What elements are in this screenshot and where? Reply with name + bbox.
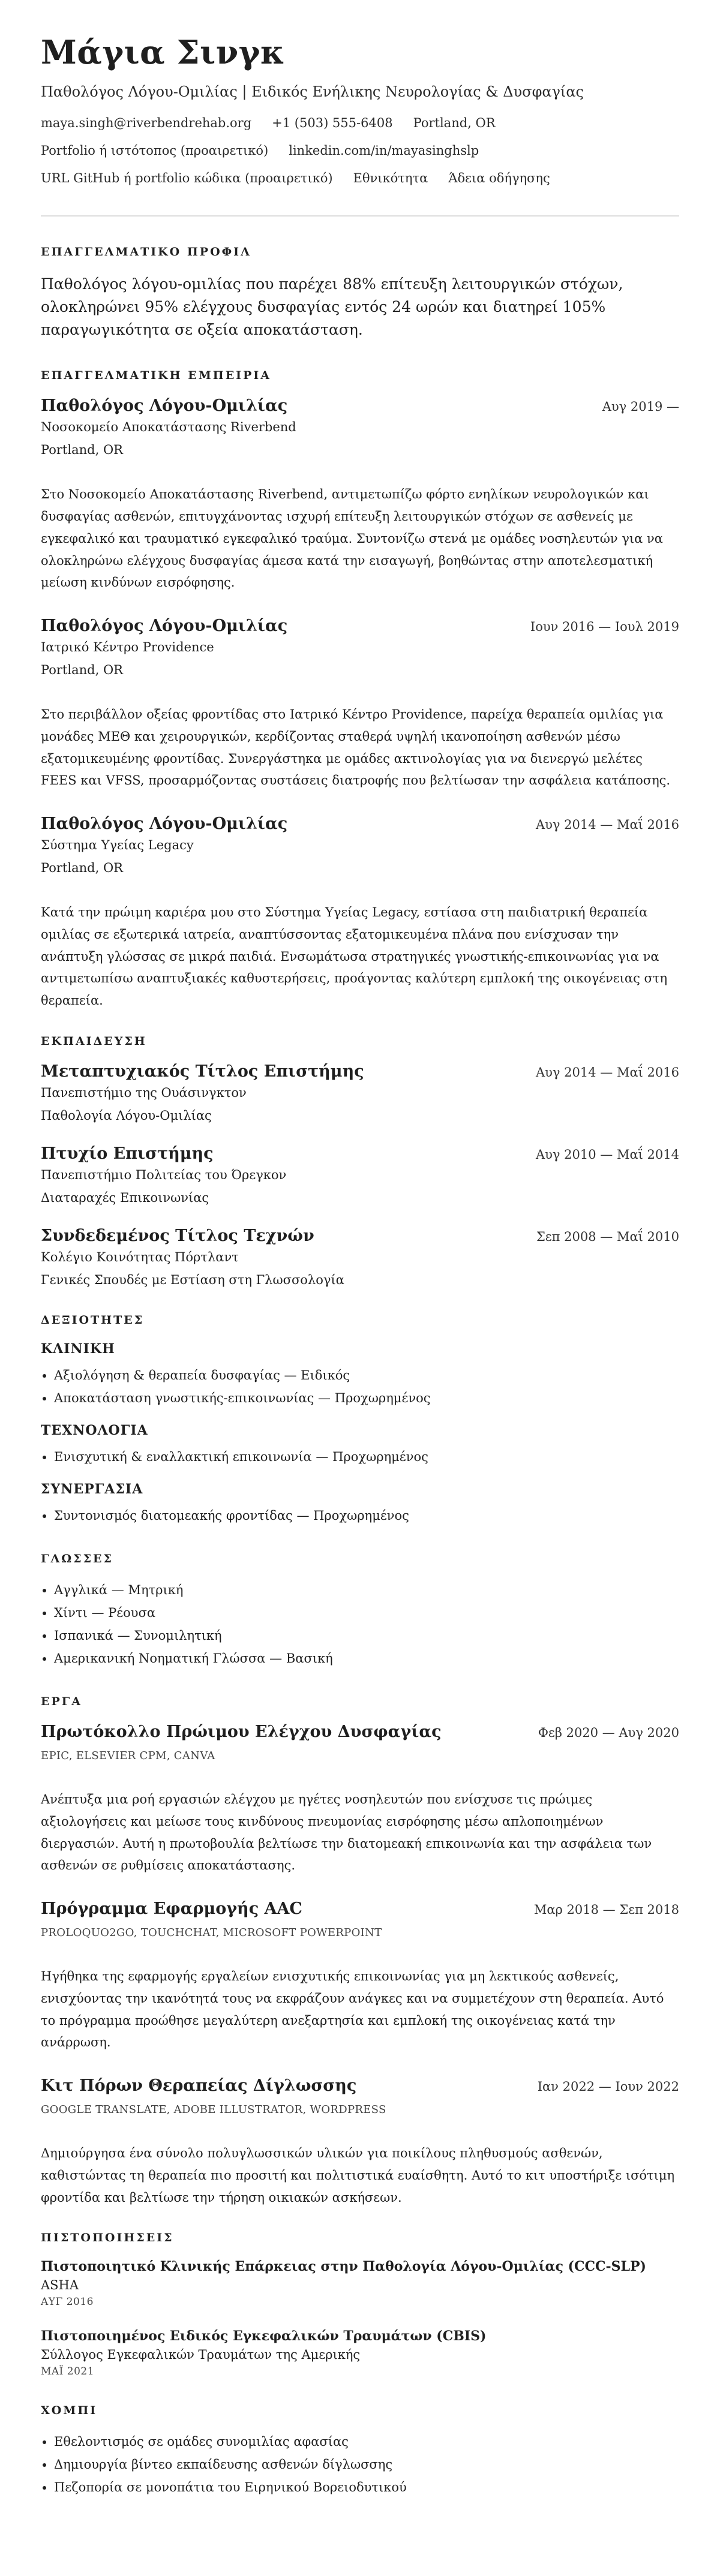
project-dates: Ιαν 2022 — Ιουν 2022 bbox=[537, 2079, 679, 2094]
job-dates: Αυγ 2014 — Μαΐ 2016 bbox=[536, 817, 679, 832]
list-item: • Ενισχυτική & εναλλακτική επικοινωνία — Προχωρημένος bbox=[54, 1447, 679, 1467]
education-dates: Αυγ 2014 — Μαΐ 2016 bbox=[536, 1065, 679, 1080]
degree-title: Πτυχίο Επιστήμης bbox=[41, 1144, 214, 1163]
employer: Νοσοκομείο Αποκατάστασης Riverbend bbox=[41, 420, 296, 435]
summary-section bbox=[41, 245, 679, 341]
email-link[interactable]: maya.singh@riverbendrehab.org bbox=[41, 116, 252, 131]
education-section bbox=[41, 1035, 679, 1287]
certification-issuer: ASHA bbox=[41, 2278, 79, 2293]
list-item: • Αξιολόγηση & θεραπεία δυσφαγίας — Ειδικός bbox=[54, 1365, 679, 1385]
list-item: • Συντονισμός διατομεακής φροντίδας — Προχωρημένος bbox=[54, 1505, 679, 1526]
education-dates: Αυγ 2010 — Μαΐ 2014 bbox=[536, 1147, 679, 1162]
section-title: ΠΙΣΤΟΠΟΙΗΣΕΙΣ bbox=[41, 2231, 174, 2245]
skill-group-title: ΣΥΝΕΡΓΑΣΙΑ bbox=[41, 1481, 143, 1497]
github-link[interactable]: URL GitHub ή portfolio κώδικα (προαιρετικό) bbox=[41, 171, 333, 186]
project-tech: EPIC, ELSEVIER CPM, CANVA bbox=[41, 1750, 215, 1763]
hobbies-section bbox=[41, 2404, 679, 2497]
project-entry bbox=[41, 1723, 679, 1877]
location-text: Portland, OR bbox=[413, 116, 496, 131]
job-location: Portland, OR bbox=[41, 443, 123, 458]
job-location: Portland, OR bbox=[41, 861, 123, 876]
skill-group-title: ΤΕΧΝΟΛΟΓΙΑ bbox=[41, 1422, 148, 1438]
linkedin-link[interactable]: linkedin.com/in/mayasinghslp bbox=[289, 143, 479, 158]
section-title: ΕΠΑΓΓΕΛΜΑΤΙΚΟ ΠΡΟΦΙΛ bbox=[41, 245, 251, 259]
section-title: ΕΡΓΑ bbox=[41, 1695, 82, 1709]
education-entry bbox=[41, 1227, 679, 1287]
language-list bbox=[41, 1580, 679, 1669]
job-dates: Αυγ 2019 — bbox=[602, 399, 679, 414]
list-item: • Αποκατάσταση γνωστικής-επικοινωνίας — Προχωρημένος bbox=[54, 1388, 679, 1408]
job-title: Παθολόγος Λόγου-Ομιλίας bbox=[41, 617, 288, 636]
job-description: Στο περιβάλλον οξείας φροντίδας στο Ιατρικό Κέντρο Providence, παρείχα θεραπεία ομιλίας για μονάδες ΜΕΘ και χειρουργικών, κερδίζοντας σταθερά υψηλή ικανοποίηση ασθενών μέσω εξατομικευμένης φροντίδας. Συνεργάστηκα με ομάδες ακτινολογίας για να διενεργώ μελέτες FEES και VFSS, προσαρμόζοντας συστάσεις διατροφής που βελτίωσαν την ασφάλεια κατάποσης. bbox=[41, 707, 671, 788]
skills-section bbox=[41, 1313, 679, 1526]
education-entry bbox=[41, 1144, 679, 1205]
skill-list bbox=[41, 1365, 679, 1408]
education-dates: Σεπ 2008 — Μαΐ 2010 bbox=[536, 1229, 679, 1244]
list-item: • Εθελοντισμός σε ομάδες συνομιλίας αφασίας bbox=[54, 2431, 679, 2452]
experience-section bbox=[41, 369, 679, 1012]
project-title: Πρόγραμμα Εφαρμογής AAC bbox=[41, 1899, 302, 1919]
school-name: Πανεπιστήμιο Πολιτείας του Όρεγκον bbox=[41, 1167, 287, 1182]
contact-row-extra bbox=[41, 171, 679, 185]
section-title: ΧΟΜΠΙ bbox=[41, 2404, 98, 2418]
certification-entry bbox=[41, 2328, 679, 2377]
list-item: • Αμερικανική Νοηματική Γλώσσα — Βασική bbox=[54, 1648, 679, 1669]
project-description: Ηγήθηκα της εφαρμογής εργαλείων ενισχυτικής επικοινωνίας για μη λεκτικούς ασθενείς, ενισχύοντας την ικανότητά τους να εκφράζουν ανάγκες και να συμμετέχουν στη θεραπεία. Αυτό το πρόγραμμα προώθησε μεγαλύτερη ανεξαρτησία και εμπλοκή της οικογένειας κατά την ανάρρωση. bbox=[41, 1969, 664, 2050]
list-item: • Δημιουργία βίντεο εκπαίδευσης ασθενών δίγλωσσης bbox=[54, 2454, 679, 2475]
certification-title: Πιστοποιημένος Ειδικός Εγκεφαλικών Τραυμάτων (CBIS) bbox=[41, 2328, 487, 2344]
job-title: Παθολόγος Λόγου-Ομιλίας bbox=[41, 396, 288, 416]
person-name: Μάγια Σινγκ bbox=[41, 33, 285, 71]
portfolio-link[interactable]: Portfolio ή ιστότοπος (προαιρετικό) bbox=[41, 143, 269, 158]
nationality-text: Εθνικότητα bbox=[353, 171, 428, 186]
certification-date: ΑΥΓ 2016 bbox=[41, 2296, 94, 2309]
experience-entry bbox=[41, 617, 679, 792]
header-divider bbox=[41, 215, 679, 217]
list-item: • Χίντι — Ρέουσα bbox=[54, 1603, 679, 1623]
job-title: Παθολόγος Λόγου-Ομιλίας bbox=[41, 814, 288, 834]
project-dates: Μαρ 2018 — Σεπ 2018 bbox=[533, 1902, 679, 1917]
experience-entry bbox=[41, 396, 679, 594]
project-description: Δημιούργησα ένα σύνολο πολυγλωσσικών υλικών για ποικίλους πληθυσμούς ασθενών, καθιστώντας τη θεραπεία πιο προσιτή και πολιτιστικά ευαίσθητη. Αυτό το κιτ υποστήριξε ισότιμη φροντίδα και βελτίωσε την τήρηση οικιακών ασκήσεων. bbox=[41, 2146, 675, 2205]
field-of-study: Γενικές Σπουδές με Εστίαση στη Γλωσσολογία bbox=[41, 1272, 344, 1287]
project-description: Ανέπτυξα μια ροή εργασιών ελέγχου με ηγέτες νοσηλευτών που ενίσχυσε τις πρώιμες αξιολογήσεις και μείωσε τους κινδύνους πνευμονίας εισρόφησης μέσω απλοποιημένων διεργασιών. Αυτή η πρωτοβουλία βελτίωσε την διατομεακή επικοινωνία και την ασφάλεια των ασθενών σε ρυθμίσεις αποκατάστασης. bbox=[41, 1792, 652, 1873]
field-of-study: Διαταραχές Επικοινωνίας bbox=[41, 1190, 209, 1205]
section-title: ΓΛΩΣΣΕΣ bbox=[41, 1552, 113, 1565]
phone-link[interactable]: +1 (503) 555-6408 bbox=[272, 116, 393, 131]
experience-entry bbox=[41, 814, 679, 1012]
education-entry bbox=[41, 1062, 679, 1123]
job-description: Στο Νοσοκομείο Αποκατάστασης Riverbend, αντιμετωπίζω φόρτο ενηλίκων νευρολογικών και δυσφαγίας ασθενών, επιτυγχάνοντας ισχυρή επίτευξη λειτουργικών στόχων σε ασθενείς με εγκεφαλικό και τραυματικό εγκεφαλικό τραύμα. Συντονίζω στενά με ομάδες νοσηλευτών για να ολοκληρώνω ελέγχους δυσφαγίας άμεσα κατά την εισαγωγή, βοηθώντας στην αποτελεσματική μείωση κινδύνων εισρόφησης. bbox=[41, 487, 663, 590]
contact-row-links bbox=[41, 143, 679, 158]
summary-text: Παθολόγος λόγου-ομιλίας που παρέχει 88% επίτευξη λειτουργικών στόχων, ολοκληρώνει 95% ελέγχους δυσφαγίας εντός 24 ωρών και διατηρεί 105% παραγωγικότητα σε οξεία αποκατάσταση. bbox=[41, 275, 623, 339]
school-name: Κολέγιο Κοινότητας Πόρτλαντ bbox=[41, 1249, 239, 1264]
field-of-study: Παθολογία Λόγου-Ομιλίας bbox=[41, 1108, 212, 1123]
skill-group-title: ΚΛΙΝΙΚΗ bbox=[41, 1340, 115, 1357]
hobby-list bbox=[41, 2431, 679, 2497]
employer: Ιατρικό Κέντρο Providence bbox=[41, 640, 214, 655]
project-entry bbox=[41, 1899, 679, 2054]
section-title: ΕΠΑΓΓΕΛΜΑΤΙΚΗ ΕΜΠΕΙΡΙΑ bbox=[41, 369, 271, 383]
project-title: Κιτ Πόρων Θεραπείας Δίγλωσσης bbox=[41, 2076, 357, 2096]
contact-row-primary bbox=[41, 116, 679, 130]
certifications-section bbox=[41, 2231, 679, 2377]
skill-list bbox=[41, 1447, 679, 1467]
employer: Σύστημα Υγείας Legacy bbox=[41, 838, 194, 853]
certification-date: ΜΑΪ 2021 bbox=[41, 2365, 95, 2378]
section-title: ΕΚΠΑΙΔΕΥΣΗ bbox=[41, 1034, 147, 1048]
degree-title: Μεταπτυχιακός Τίτλος Επιστήμης bbox=[41, 1062, 364, 1081]
degree-title: Συνδεδεμένος Τίτλος Τεχνών bbox=[41, 1226, 314, 1245]
job-dates: Ιουν 2016 — Ιουλ 2019 bbox=[530, 620, 679, 635]
school-name: Πανεπιστήμιο της Ουάσινγκτον bbox=[41, 1085, 247, 1100]
certification-entry bbox=[41, 2259, 679, 2308]
license-text: Άδεια οδήγησης bbox=[448, 171, 550, 186]
job-location: Portland, OR bbox=[41, 663, 123, 678]
section-title: ΔΕΞΙΟΤΗΤΕΣ bbox=[41, 1313, 145, 1327]
certification-title: Πιστοποιητικό Κλινικής Επάρκειας στην Παθολογία Λόγου-Ομιλίας (CCC-SLP) bbox=[41, 2259, 646, 2275]
project-dates: Φεβ 2020 — Αυγ 2020 bbox=[538, 1726, 679, 1741]
list-item: • Πεζοπορία σε μονοπάτια του Ειρηνικού Βορειοδυτικού bbox=[54, 2477, 679, 2497]
project-tech: PROLOQUO2GO, TOUCHCHAT, MICROSOFT POWERPOINT bbox=[41, 1926, 382, 1940]
projects-section bbox=[41, 1695, 679, 2208]
headline: Παθολόγος Λόγου-Ομιλίας | Ειδικός Ενήλικης Νευρολογίας & Δυσφαγίας bbox=[41, 83, 584, 101]
project-title: Πρωτόκολλο Πρώιμου Ελέγχου Δυσφαγίας bbox=[41, 1723, 442, 1742]
list-item: • Ισπανικά — Συνομιλητική bbox=[54, 1625, 679, 1646]
skill-list bbox=[41, 1505, 679, 1526]
list-item: • Αγγλικά — Μητρική bbox=[54, 1580, 679, 1600]
project-tech: GOOGLE TRANSLATE, ADOBE ILLUSTRATOR, WORDPRESS bbox=[41, 2103, 386, 2117]
job-description: Κατά την πρώιμη καριέρα μου στο Σύστημα Υγείας Legacy, εστίασα στη παιδιατρική θεραπεία ομιλίας σε εξωτερικά ιατρεία, αναπτύσσοντας εξατομικευμένα πλάνα που ενίσχυσαν την ανάπτυξη γλώσσας σε μικρά παιδιά. Ενσωμάτωσα στρατηγικές γνωστικής-επικοινωνίας για να αντιμετωπίσω αναπτυξιακές καθυστερήσεις, προάγοντας καλύτερη εμπλοκή της οικογένειας στη θεραπεία. bbox=[41, 905, 668, 1008]
project-entry bbox=[41, 2076, 679, 2208]
languages-section bbox=[41, 1552, 679, 1669]
certification-issuer: Σύλλογος Εγκεφαλικών Τραυμάτων της Αμερικής bbox=[41, 2347, 361, 2362]
